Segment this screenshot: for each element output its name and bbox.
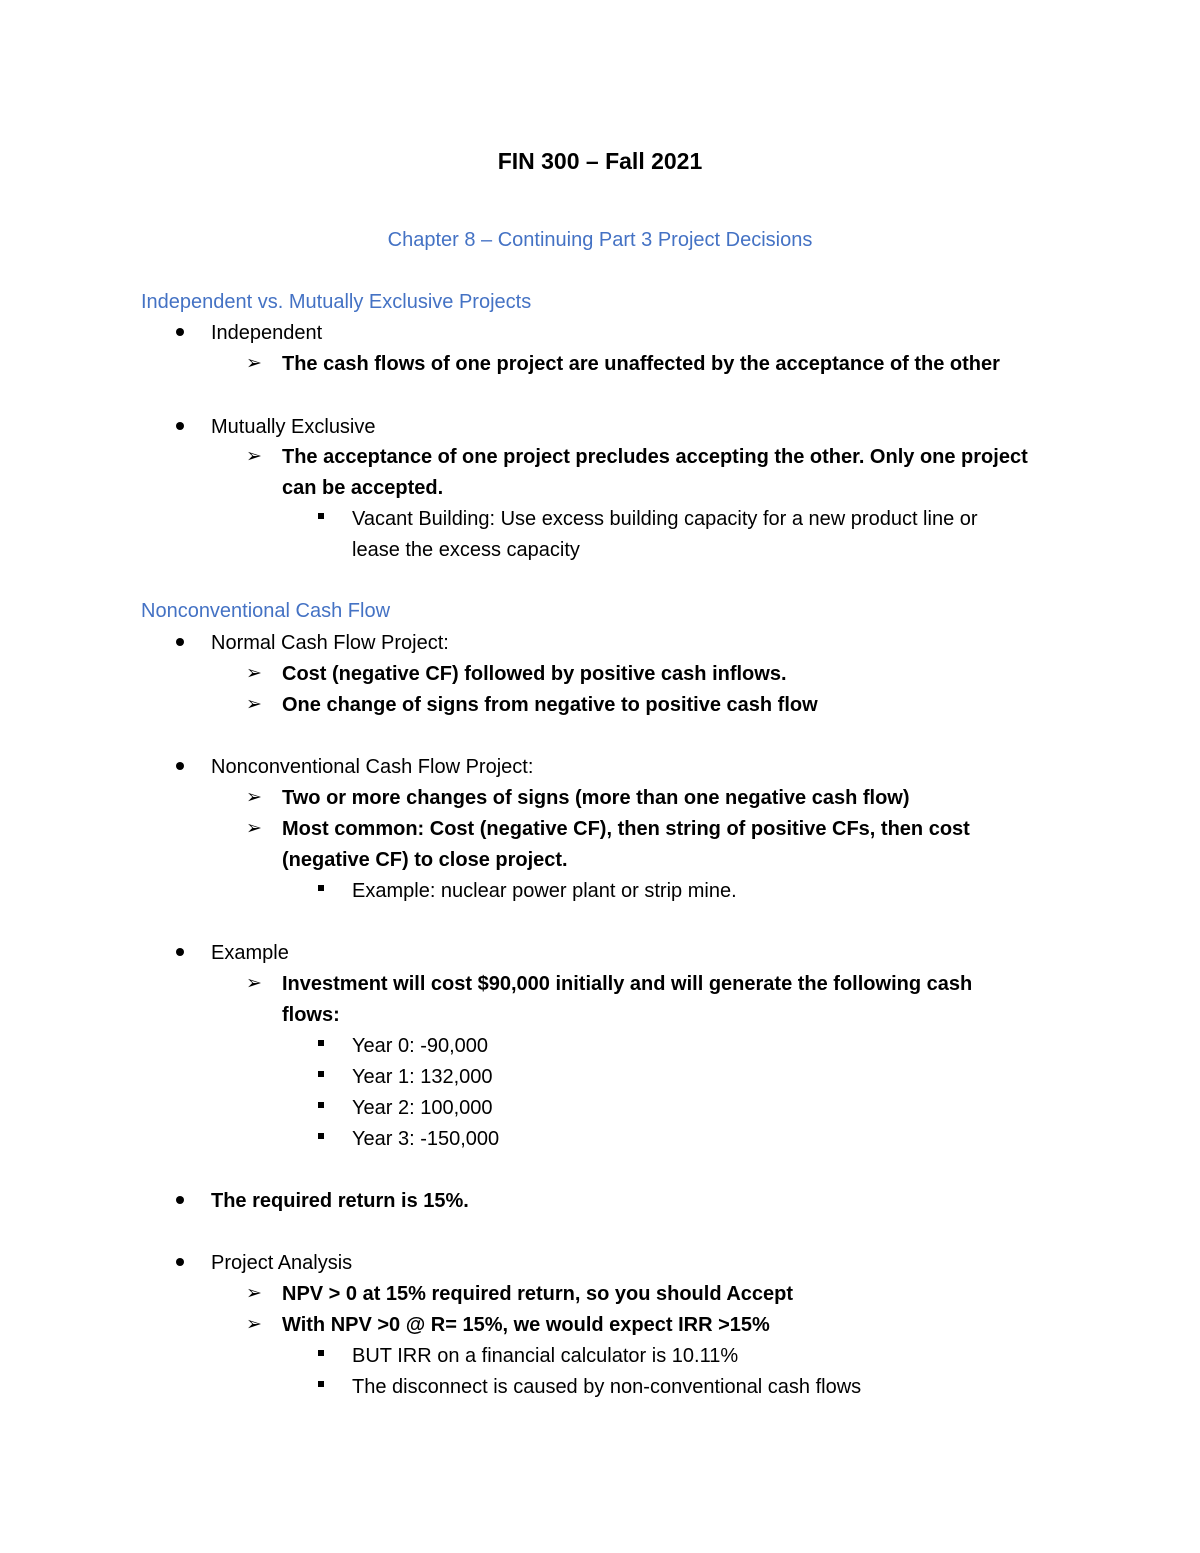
cash-flow-year-0: Year 0: -90,000 [352,1035,489,1057]
section-heading-independent-vs-mutually-exclusive: Independent vs. Mutually Exclusive Projects [141,291,532,313]
list-subitem: Most common: Cost (negative CF), then string of positive CFs, then cost [282,818,970,840]
list-item-normal-cash-flow: Normal Cash Flow Project: [211,632,449,654]
square-bullet-icon [318,885,324,891]
list-subitem-continued: flows: [282,1004,340,1026]
square-bullet-icon [318,1133,324,1139]
list-subitem-continued: can be accepted. [282,477,444,499]
list-item-required-return: The required return is 15%. [211,1190,469,1212]
arrow-bullet-icon: ➢ [246,973,262,994]
square-bullet-icon [318,1071,324,1077]
circle-bullet-icon [176,638,184,646]
circle-bullet-icon [176,1196,184,1204]
list-subitem: With NPV >0 @ R= 15%, we would expect IRR >15% [282,1314,770,1336]
arrow-bullet-icon: ➢ [246,694,262,715]
arrow-bullet-icon: ➢ [246,353,262,374]
square-bullet-icon [318,1381,324,1387]
list-subitem: The cash flows of one project are unaffected by the acceptance of the other [282,353,1000,375]
list-detail: Vacant Building: Use excess building capacity for a new product line or [352,508,978,530]
list-detail: The disconnect is caused by non-conventional cash flows [352,1376,862,1398]
cash-flow-year-1: Year 1: 132,000 [352,1066,493,1088]
cash-flow-year-2: Year 2: 100,000 [352,1097,493,1119]
list-subitem: NPV > 0 at 15% required return, so you should Accept [282,1283,794,1305]
section-heading-nonconventional-cash-flow: Nonconventional Cash Flow [141,600,391,622]
list-item-independent: Independent [211,322,323,344]
arrow-bullet-icon: ➢ [246,1283,262,1304]
arrow-bullet-icon: ➢ [246,818,262,839]
list-item-nonconventional: Nonconventional Cash Flow Project: [211,756,534,778]
arrow-bullet-icon: ➢ [246,446,262,467]
list-item-mutually-exclusive: Mutually Exclusive [211,416,376,438]
arrow-bullet-icon: ➢ [246,787,262,808]
list-detail: Example: nuclear power plant or strip mine. [352,880,737,902]
square-bullet-icon [318,1040,324,1046]
arrow-bullet-icon: ➢ [246,663,262,684]
list-subitem: The acceptance of one project precludes accepting the other. Only one project [282,446,1028,468]
list-detail: BUT IRR on a financial calculator is 10.11% [352,1345,739,1367]
document-title: FIN 300 – Fall 2021 [497,148,703,174]
list-subitem: One change of signs from negative to positive cash flow [282,694,818,716]
circle-bullet-icon [176,422,184,430]
list-item-project-analysis: Project Analysis [211,1252,353,1274]
circle-bullet-icon [176,328,184,336]
list-subitem: Cost (negative CF) followed by positive cash inflows. [282,663,787,685]
cash-flow-year-3: Year 3: -150,000 [352,1128,500,1150]
circle-bullet-icon [176,762,184,770]
list-subitem-continued: (negative CF) to close project. [282,849,568,871]
arrow-bullet-icon: ➢ [246,1314,262,1335]
chapter-heading: Chapter 8 – Continuing Part 3 Project Decisions [387,229,813,251]
square-bullet-icon [318,513,324,519]
circle-bullet-icon [176,948,184,956]
circle-bullet-icon [176,1258,184,1266]
square-bullet-icon [318,1102,324,1108]
list-subitem: Two or more changes of signs (more than one negative cash flow) [282,787,910,809]
list-detail-continued: lease the excess capacity [352,539,580,561]
list-item-example: Example [211,942,289,964]
square-bullet-icon [318,1350,324,1356]
list-subitem: Investment will cost $90,000 initially and will generate the following cash [282,973,973,995]
